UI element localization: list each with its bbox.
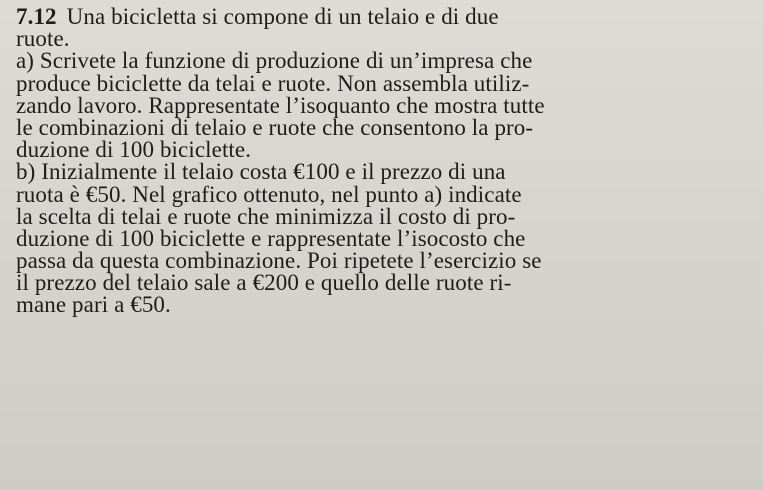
- exercise-intro-line-2: ruote.: [16, 26, 70, 52]
- part-a-line-1: a) Scrivete la funzione di produzione di un’impresa che: [16, 48, 533, 74]
- part-b-line-3: la scelta di telai e ruote che minimizza il costo di pro-: [16, 203, 516, 229]
- exercise-intro-line-1: Una bicicletta si compone di un telaio e di due: [66, 4, 499, 29]
- part-b-line-1: b) Inizialmente il telaio costa €100 e il prezzo di una: [16, 159, 506, 185]
- part-b-line-4: duzione di 100 biciclette e rappresentate l’isocosto che: [16, 225, 526, 251]
- exercise-number: 7.12: [16, 4, 57, 29]
- exercise-text: [16, 6, 751, 317]
- part-b-line-6: il prezzo del telaio sale a €200 e quello delle ruote ri-: [16, 270, 512, 296]
- part-a-line-3: zando lavoro. Rappresentate l’isoquanto che mostra tutte: [16, 92, 545, 118]
- exercise-header-line: [16, 6, 751, 28]
- part-a-line-5: duzione di 100 biciclette.: [16, 137, 252, 163]
- part-b-line-7: mane pari a €50.: [16, 292, 171, 318]
- part-a-line-4: le combinazioni di telaio e ruote che consentono la pro-: [16, 114, 534, 140]
- part-a-line-2: produce biciclette da telai e ruote. Non assembla utiliz-: [16, 70, 530, 96]
- part-b-line-2: ruota è €50. Nel grafico ottenuto, nel punto a) indicate: [16, 181, 522, 207]
- part-b-line-5: passa da questa combinazione. Poi ripetete l’esercizio se: [16, 248, 542, 274]
